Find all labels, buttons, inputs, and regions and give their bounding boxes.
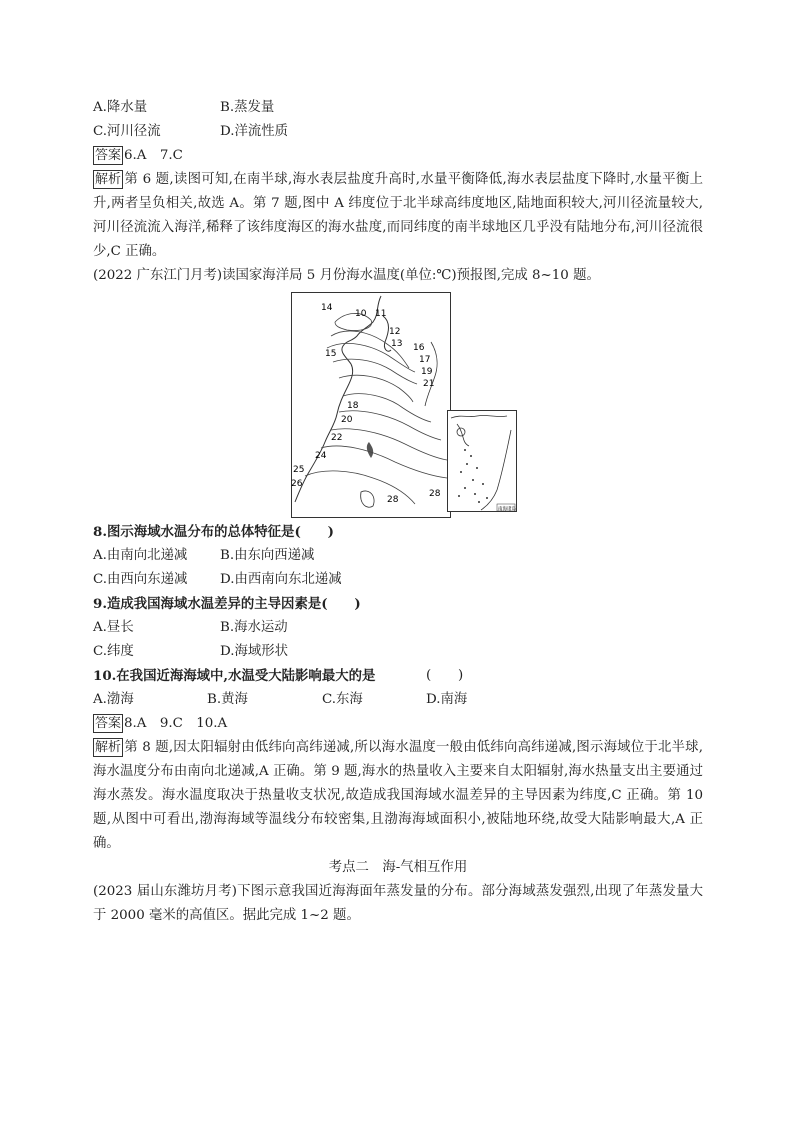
q5-options-row1 <box>93 96 703 120</box>
analysis-block-1 <box>93 168 703 264</box>
section-title: 考点二 海-气相互作用 <box>328 860 468 875</box>
option-d: D.洋流性质 <box>220 124 289 139</box>
main-map <box>291 292 451 518</box>
isotherm-label: 20 <box>341 415 353 425</box>
answer-block-1 <box>93 144 703 168</box>
option-c: C.纬度 <box>93 644 134 659</box>
isotherm-label: 24 <box>315 451 327 461</box>
analysis-tag: 解析 <box>95 740 122 755</box>
isotherm-label: 11 <box>375 309 387 319</box>
option-c: C.东海 <box>322 692 363 707</box>
isotherm-label: 26 <box>291 479 303 489</box>
q5-options-row2 <box>93 120 703 144</box>
analysis-text: 第 6 题,读图可知,在南半球,海水表层盐度升高时,水量平衡降低,海水表层盐度下降时,水量平衡上升,两者呈负相关,故选 A。第 7 题,图中 A 纬度位于北半球高纬度地区,陆地面积较大,河川径流量较大,河川径流流入海洋,稀释了该纬度海区的海水盐度,而同纬度的南半球地区几乎没有陆地分布,河川径流很少,C 正确。 <box>93 172 703 259</box>
q10-options-row <box>93 688 703 712</box>
option-b: B.蒸发量 <box>220 100 275 115</box>
question-number: 9. <box>93 596 107 612</box>
question-8 <box>93 520 703 544</box>
isotherm-label: 21 <box>423 379 435 389</box>
isotherm-label: 15 <box>325 349 337 359</box>
q9-options-row2 <box>93 640 703 664</box>
isotherm-label: 28 <box>429 489 441 499</box>
sea-temperature-map <box>93 288 703 520</box>
answer-tag: 答案 <box>95 148 122 163</box>
option-a: A.渤海 <box>93 692 134 707</box>
q8-options-row1 <box>93 544 703 568</box>
q9-options-row1 <box>93 616 703 640</box>
option-d: D.海域形状 <box>220 644 289 659</box>
question-10 <box>93 664 703 688</box>
answer-tag: 答案 <box>95 716 122 731</box>
intro-8-10: (2022 广东江门月考)读国家海洋局 5 月份海水温度(单位:℃)预报图,完成 8~10 题。 <box>93 268 600 283</box>
analysis-text: 第 8 题,因太阳辐射由低纬向高纬递减,所以海水温度一般由低纬向高纬递减,图示海域位于北半球,海水温度分布由南向北递减,A 正确。第 9 题,海水的热量收入主要来自太阳辐射,海水热量支出主要通过海水蒸发。海水温度取决于热量收支状况,故造成我国海域水温差异的主导因素为纬度,C 正确。第 10 题,从图中可看出,渤海海域等温线分布较密集,且渤海海域面积小,被陆地环绕,故受大陆影响最大,A 正确。 <box>93 740 703 851</box>
option-c: C.河川径流 <box>93 124 161 139</box>
isotherm-label: 18 <box>347 401 359 411</box>
option-a: A.由南向北递减 <box>93 548 188 563</box>
isotherm-label: 10 <box>355 309 367 319</box>
option-d: D.由西南向东北递减 <box>220 572 342 587</box>
question-text: 造成我国海域水温差异的主导因素是( ) <box>106 596 361 612</box>
option-a: A.昼长 <box>93 620 134 635</box>
answer-block-2 <box>93 712 703 736</box>
isotherm-label: 14 <box>321 303 333 313</box>
analysis-tag: 解析 <box>95 172 122 187</box>
question-number: 8. <box>93 524 107 540</box>
question-number: 10. <box>93 668 117 684</box>
page-content <box>93 96 703 928</box>
isotherm-label: 22 <box>331 433 343 443</box>
answer-paren: ( ) <box>426 668 464 683</box>
inset-caption: 南海诸岛 <box>498 507 516 512</box>
intro-1-2: (2023 届山东潍坊月考)下图示意我国近海海面年蒸发量的分布。部分海域蒸发强烈,出现了年蒸发量大于 2000 毫米的高值区。据此完成 1~2 题。 <box>93 884 703 923</box>
option-b: B.黄海 <box>207 692 248 707</box>
option-d: D.南海 <box>426 692 468 707</box>
answer-text: 8.A 9.C 10.A <box>124 716 228 731</box>
question-text: 在我国近海海域中,水温受大陆影响最大的是 <box>116 668 376 684</box>
option-b: B.由东向西递减 <box>220 548 315 563</box>
isotherm-label: 17 <box>419 355 431 365</box>
isotherm-label: 12 <box>389 327 401 337</box>
analysis-block-2 <box>93 736 703 856</box>
isotherm-label: 13 <box>391 339 403 349</box>
inset-map <box>447 410 517 512</box>
q8-options-row2 <box>93 568 703 592</box>
question-9 <box>93 592 703 616</box>
isotherm-label: 16 <box>413 343 425 353</box>
option-a: A.降水量 <box>93 100 148 115</box>
question-text: 图示海域水温分布的总体特征是( ) <box>106 524 334 540</box>
isotherm-label: 25 <box>293 465 305 475</box>
answer-text: 6.A 7.C <box>124 148 183 163</box>
option-b: B.海水运动 <box>220 620 288 635</box>
isotherm-label: 19 <box>421 367 433 377</box>
isotherm-label: 28 <box>387 495 399 505</box>
option-c: C.由西向东递减 <box>93 572 188 587</box>
